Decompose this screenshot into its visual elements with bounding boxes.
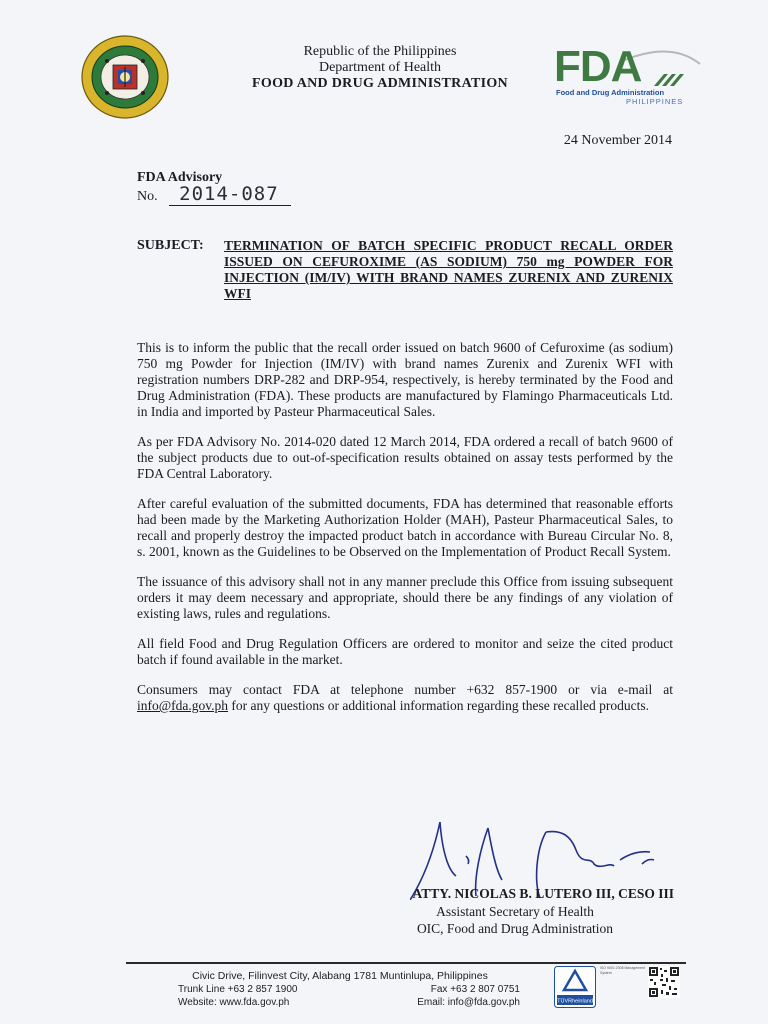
advisory-number-line: [137, 183, 291, 205]
footer-fax: Fax +63 2 807 0751: [430, 984, 520, 995]
iso-certification-text: ISO 9001:2008 Management System: [600, 966, 645, 975]
contact-text: Consumers may contact FDA at telephone number +632 857-1900 or via e-mail at: [137, 682, 673, 697]
qr-code-icon: [648, 966, 680, 998]
paragraph-4: The issuance of this advisory shall not in any manner preclude this Office from issuing subsequent orders it may deem necessary and appropriate, should there be any findings of any violation of existing laws, rules and regulations.: [137, 574, 673, 621]
tuv-certification-badge-icon: [554, 966, 596, 1008]
paragraph-1: This is to inform the public that the recall order issued on batch 9600 of Cefuroxime (as sodium) 750 mg Powder for Injection (IM/IV) with brand names Zurenix and Zurenix WFI with registration numbers DRP-282 and DRP-954, respectively, is hereby terminated by the Food and Drug Administration (FDA). These products are manufactured by Flamingo Pharmaceuticals Ltd. in India and imported by Pasteur Pharmaceutical Sales.: [137, 340, 673, 419]
advisory-number: 2014-087: [169, 183, 291, 206]
paragraph-5: All field Food and Drug Regulation Officers are ordered to monitor and seize the cited product batch if found available in the market.: [137, 636, 673, 667]
subject-text: TERMINATION OF BATCH SPECIFIC PRODUCT RECALL ORDER ISSUED ON CEFUROXIME (AS SODIUM) 750 mg POWDER FOR INJECTION (IM/IV) WITH BRAND NAMES ZURENIX AND ZURENIX WFI: [224, 238, 673, 301]
paragraph-3: After careful evaluation of the submitted documents, FDA has determined that reasonable efforts had been made by the Marketing Authorization Holder (MAH), Pasteur Pharmaceutical Sales, to recall and properly destroy the impacted product batch in accordance with Bureau Circular No. 8, s. 2001, known as the Guidelines to be Observed on the Implementation of Product Recall System.: [137, 496, 673, 559]
fda-logo: [550, 42, 702, 106]
fda-logo-country: PHILIPPINES: [626, 97, 684, 106]
footer-email[interactable]: Email: info@fda.gov.ph: [417, 997, 520, 1008]
contact-text-end: for any questions or additional information regarding these recalled products.: [228, 698, 650, 713]
footer-address: Civic Drive, Filinvest City, Alabang 1781 Muntinlupa, Philippines: [192, 970, 488, 982]
department-name: Department of Health: [318, 60, 442, 75]
doh-seal-icon: [80, 34, 170, 120]
footer-website[interactable]: Website: www.fda.gov.ph: [178, 997, 290, 1008]
signatory-title-line-1: Assistant Secretary of Health: [436, 904, 594, 919]
footer-trunk-line: Trunk Line +63 2 857 1900: [178, 984, 298, 995]
footer-contact: [140, 970, 540, 1008]
signatory-name: ATTY. NICOLAS B. LUTERO III, CESO III: [412, 886, 674, 901]
country-name: Republic of the Philippines: [303, 44, 457, 59]
footer-divider: [126, 962, 686, 964]
tuv-badge-text: TÜVRheinland: [557, 998, 593, 1005]
advisory-no-label: No.: [137, 189, 158, 204]
document-date: 24 November 2014: [563, 133, 672, 148]
fda-logo-word: FDA: [554, 42, 642, 91]
fda-logo-subtitle: Food and Drug Administration: [556, 88, 665, 97]
letterhead: [220, 44, 540, 92]
advisory-body: [137, 340, 673, 728]
signatory-title: [380, 903, 650, 937]
subject-label: SUBJECT:: [137, 238, 204, 253]
contact-email-link[interactable]: info@fda.gov.ph: [137, 698, 229, 713]
paragraph-6: [137, 682, 673, 714]
agency-name: FOOD AND DRUG ADMINISTRATION: [252, 76, 508, 91]
advisory-label: FDA Advisory: [137, 170, 223, 185]
paragraph-2: As per FDA Advisory No. 2014-020 dated 12 March 2014, FDA ordered a recall of batch 9600 of the subject products due to out-of-specification results obtained on assay tests performed by the FDA Central Laboratory.: [137, 434, 673, 481]
signatory-title-line-2: OIC, Food and Drug Administration: [416, 921, 614, 936]
